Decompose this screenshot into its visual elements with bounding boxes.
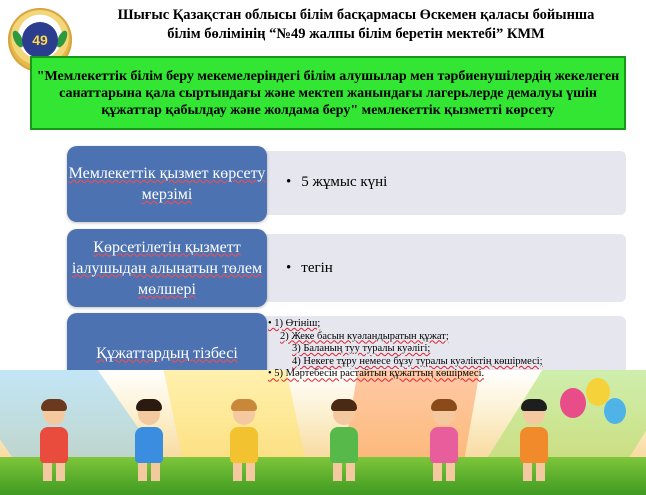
row-value-term	[286, 174, 387, 191]
row-value-term-text: 5 жұмыс күні	[301, 174, 388, 190]
children-playing-illustration	[0, 370, 646, 495]
list-item: 3) Баланың туу туралы куәлігі;	[292, 343, 431, 355]
logo-number: 49	[32, 32, 48, 48]
service-title: "Мемлекеттік білім беру мекемелеріндегі білім алушылар мен тәрбиенушілердің жекелеген санаттарына қала сыртындағы және мектеп жанындағы лагерьлерде демалуы үшін құжаттар қабылдау және жолдама беру" мемлекеттік қызметті көрсету	[36, 68, 620, 118]
header-title	[86, 6, 626, 44]
header-title-line1: Шығыс Қазақстан облысы білім басқармасы Өскемен қаласы бойынша	[117, 7, 595, 23]
row-label-documents: Құжаттардың тізбесі	[96, 344, 238, 362]
list-item: • 1) Өтініш;	[268, 318, 321, 329]
row-label-fee: Көрсетілетін қызметт іалушыдан алынатын төлем мөлшері	[71, 238, 263, 298]
header-title-line2: білім бөлімінің “№49 жалпы білім беретін мектебі” КММ	[167, 26, 545, 42]
row-label-panel-2	[67, 229, 267, 307]
row-value-fee-text: тегін	[301, 260, 333, 276]
documents-list	[268, 318, 618, 381]
list-item: 4) Некеге тұру немесе бұзу туралы куәліктің көшірмесі;	[292, 355, 543, 367]
list-item: 2) Жеке басын куәландыратын құжат;	[280, 330, 449, 342]
bullet-icon: •	[286, 260, 292, 276]
row-label-panel-1	[67, 146, 267, 222]
row-value-fee	[286, 260, 333, 277]
bullet-icon: •	[286, 174, 292, 190]
service-title-box	[30, 56, 626, 130]
list-item: • 5) Мәртебесін растайтын құжаттың көшірмесі.	[268, 368, 485, 380]
row-label-term: Мемлекеттік қызмет көрсету мерзімі	[68, 165, 266, 203]
